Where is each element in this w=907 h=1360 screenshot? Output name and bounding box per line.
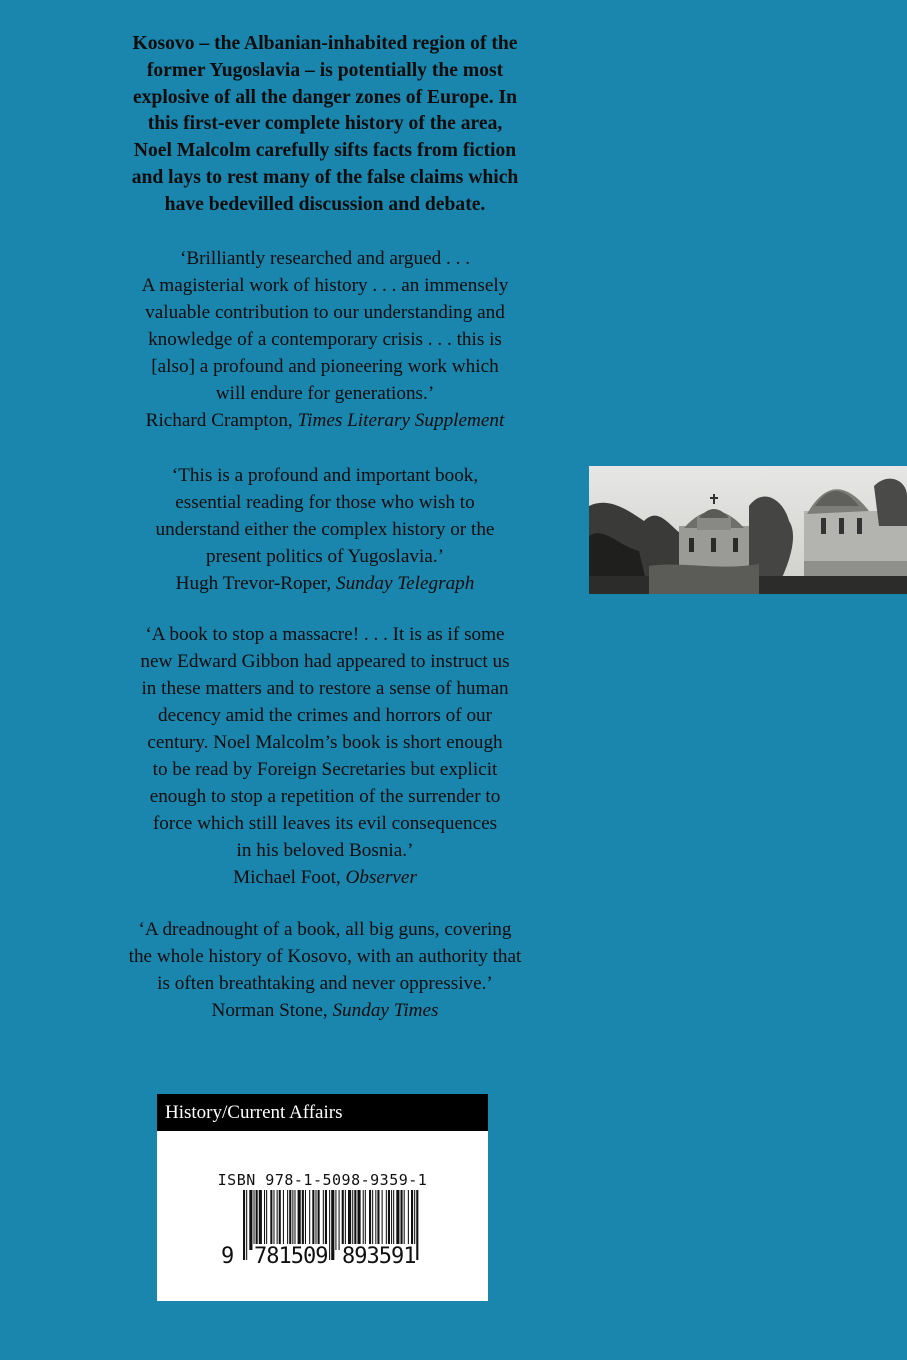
quote-attribution (80, 407, 570, 434)
barcode-bar (348, 1190, 351, 1250)
barcode-bar (354, 1190, 356, 1250)
quote-line: present politics of Yugoslavia.’ (205, 546, 444, 567)
back-cover-blurb (80, 31, 570, 219)
barcode-bar (365, 1190, 366, 1250)
barcode-bar (386, 1190, 387, 1250)
barcode-bar (377, 1190, 379, 1250)
blurb-line: have bedevilled discussion and debate. (164, 193, 486, 215)
quote-line: A magisterial work of history . . . an immensely (141, 275, 509, 296)
quote-line: valuable contribution to our understanding and (145, 302, 505, 323)
barcode-bar (342, 1190, 344, 1250)
quote-line: to be read by Foreign Secretaries but explicit (152, 759, 498, 780)
quote-line: ‘A dreadnought of a book, all big guns, covering (138, 919, 512, 940)
barcode-bar (302, 1190, 304, 1250)
review-quote-foot (80, 621, 570, 891)
attribution-author: Richard Crampton, (145, 410, 298, 431)
barcode-bar (323, 1190, 324, 1250)
barcode-bar (270, 1190, 272, 1250)
barcode-bar (256, 1190, 258, 1250)
quote-line: force which still leaves its evil consequences (152, 813, 498, 834)
barcode-bar (312, 1190, 314, 1250)
quote-attribution (80, 570, 570, 597)
barcode-bar (335, 1190, 336, 1250)
barcode-bar (375, 1190, 376, 1250)
category-label: History/Current Affairs (157, 1094, 488, 1131)
barcode-bar (309, 1190, 310, 1250)
barcode-bar (279, 1190, 281, 1250)
barcode-panel (157, 1094, 488, 1301)
barcode-bar (305, 1190, 306, 1250)
barcode-bar (393, 1190, 394, 1250)
quote-line: knowledge of a contemporary crisis . . . this is (148, 329, 502, 350)
blurb-line: explosive of all the danger zones of Europe. In (132, 86, 518, 108)
barcode-bar (273, 1190, 274, 1250)
quote-line: understand either the complex history or the (155, 519, 495, 540)
barcode-bar (396, 1190, 399, 1250)
quote-line: the whole history of Kosovo, with an authority that (128, 946, 522, 967)
barcode-bar (411, 1190, 413, 1250)
barcode-bar (287, 1190, 288, 1250)
barcode-bar (246, 1190, 247, 1260)
barcode-bar (289, 1190, 291, 1250)
barcode-bar (391, 1190, 392, 1250)
ean-left-digits: 781509 (254, 1244, 328, 1269)
barcode-bar (254, 1190, 255, 1250)
barcode-bar (369, 1190, 371, 1250)
barcode-bar (249, 1190, 252, 1250)
quote-line: essential reading for those who wish to (175, 492, 475, 513)
barcode-bar (277, 1190, 278, 1250)
barcode-bar (298, 1190, 301, 1250)
review-quote-trevor-roper (80, 462, 570, 597)
quote-attribution (80, 864, 570, 891)
barcode-bar (266, 1190, 267, 1250)
attribution-author: Norman Stone, (211, 1000, 333, 1021)
barcode-bar (283, 1190, 284, 1250)
barcode-bar (363, 1190, 364, 1250)
barcode-bar (264, 1190, 265, 1250)
blurb-line: Kosovo – the Albanian-inhabited region of the (132, 33, 518, 54)
quote-line: in his beloved Bosnia.’ (236, 840, 414, 861)
quote-line: in these matters and to restore a sense of human (141, 678, 509, 699)
barcode-bar (404, 1190, 405, 1250)
quote-line: ‘A book to stop a massacre! . . . It is as if some (145, 624, 505, 645)
quote-line: ‘Brilliantly researched and argued . . . (179, 248, 470, 269)
ean-first-digit: 9 (221, 1244, 235, 1269)
quote-line: [also] a profound and pioneering work which (151, 356, 499, 377)
barcode-bar (318, 1190, 320, 1250)
barcode-bar (408, 1190, 409, 1250)
attribution-publication: Times Literary Supplement (297, 410, 505, 431)
attribution-publication: Observer (345, 867, 417, 888)
quote-line: will endure for generations.’ (215, 383, 435, 404)
attribution-publication: Sunday Telegraph (335, 573, 475, 594)
barcode-bar (416, 1190, 418, 1260)
isbn-text: ISBN 978-1-5098-9359-1 (217, 1171, 428, 1189)
barcode-bar (292, 1190, 293, 1250)
quote-line: new Edward Gibbon had appeared to instruct us (140, 651, 510, 672)
quote-line: is often breathtaking and never oppressive.’ (157, 973, 493, 994)
church-domes-photo (589, 466, 907, 594)
barcode-bar (382, 1190, 383, 1250)
quote-attribution (80, 997, 570, 1024)
barcode-bar (259, 1190, 262, 1250)
blurb-line: Noel Malcolm carefully sifts facts from fiction (133, 140, 517, 162)
barcode-bar (357, 1190, 360, 1250)
blurb-line: this first-ever complete history of the area, (147, 113, 503, 135)
barcode-bar (243, 1190, 245, 1260)
attribution-publication: Sunday Times (332, 1000, 439, 1021)
barcode-bar (388, 1190, 390, 1250)
blurb-line: and lays to rest many of the false claims which (131, 166, 519, 188)
barcode-bar (401, 1190, 403, 1250)
barcode-bar (315, 1190, 316, 1250)
barcode-bar (339, 1190, 340, 1250)
barcode-bar (325, 1190, 327, 1250)
barcode-bar (352, 1190, 353, 1250)
barcode-bar (329, 1190, 330, 1260)
church-photo-drawing (589, 466, 907, 594)
quote-line: century. Noel Malcolm’s book is short enough (147, 732, 503, 753)
barcode-bar (372, 1190, 373, 1250)
attribution-author: Hugh Trevor-Roper, (175, 573, 336, 594)
quote-line: enough to stop a repetition of the surrender to (149, 786, 501, 807)
ean-right-digits: 893591 (342, 1244, 416, 1269)
quote-line: ‘This is a profound and important book, (171, 465, 479, 486)
barcode-bar (331, 1190, 334, 1260)
quote-line: decency amid the crimes and horrors of our (157, 705, 493, 726)
barcode-bar (294, 1190, 295, 1250)
review-quote-stone (80, 916, 570, 1024)
review-quote-crampton (80, 245, 570, 434)
barcode-bar (345, 1190, 346, 1250)
blurb-line: former Yugoslavia – is potentially the most (146, 59, 504, 81)
attribution-author: Michael Foot, (233, 867, 346, 888)
